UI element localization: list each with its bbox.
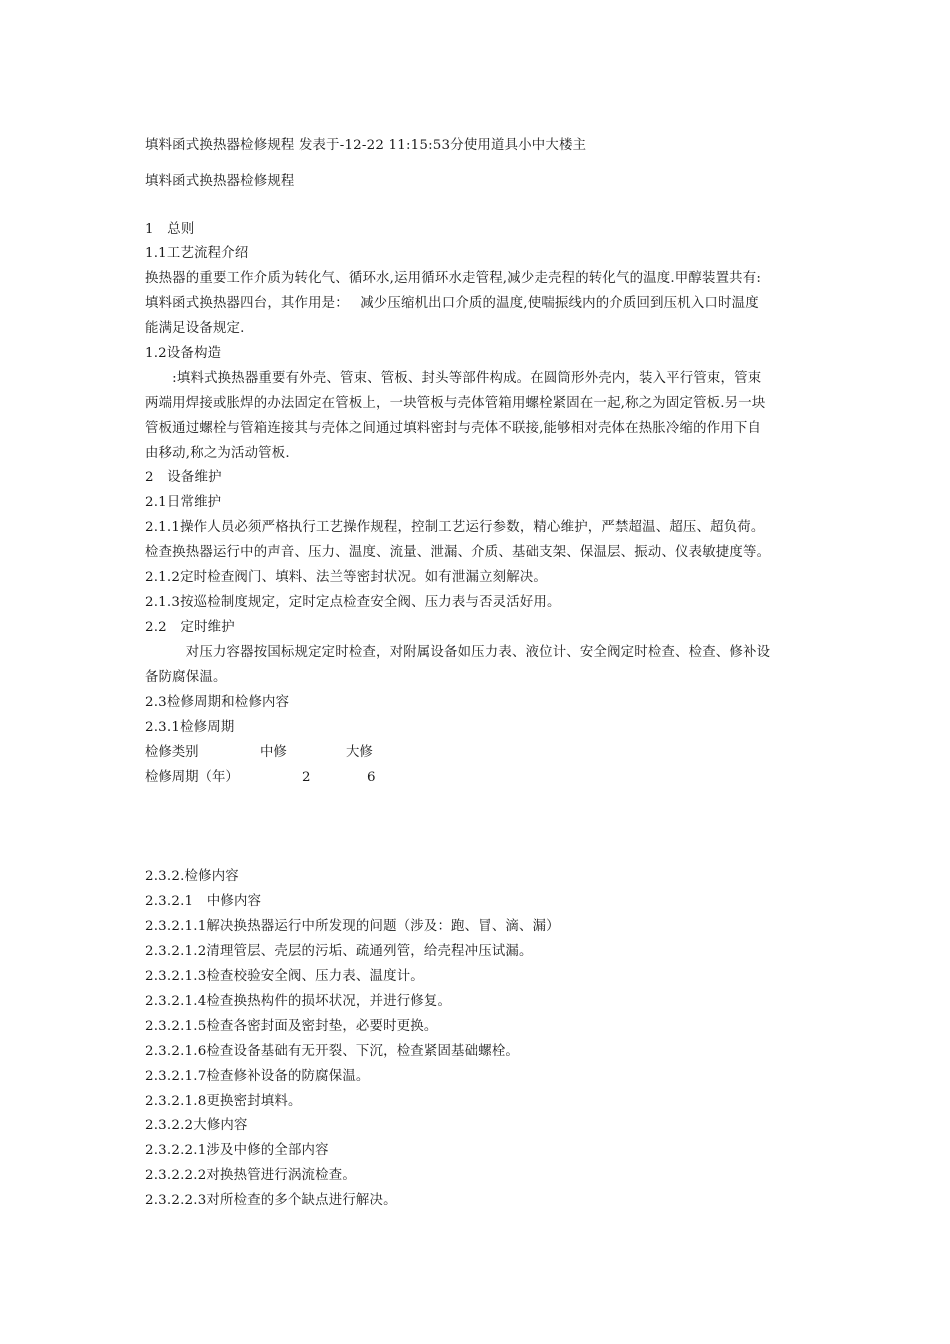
paragraph-line: :填料式换热器重要有外壳、管束、管板、封头等部件构成。在圆筒形外壳内，装入平行管束，管束 (145, 371, 762, 386)
subsection-heading: 1.1工艺流程介绍 (145, 246, 249, 261)
subsection-heading: 1.2设备构造 (145, 346, 222, 361)
list-item: 2.3.2.1.6检查设备基础有无开裂、下沉，检查紧固基础螺栓。 (145, 1044, 520, 1059)
paragraph-line: 填料函式换热器四台，其作用是： 减少压缩机出口介质的温度,使喘振线内的介质回到压机入口时温度 (145, 296, 759, 311)
subsection-heading: 2.1日常维护 (145, 495, 222, 510)
table-cell: 6 (367, 770, 376, 785)
table-cell: 2 (302, 770, 311, 785)
paragraph-line: 备防腐保温。 (145, 670, 227, 685)
document-title: 填料函式换热器检修规程 (145, 174, 295, 189)
table-cell: 检修周期（年） (145, 770, 239, 785)
subsection-heading: 2.3.2.1 中修内容 (145, 894, 262, 909)
list-item: 2.3.2.1.1解决换热器运行中所发现的问题（涉及：跑、冒、滴、漏） (145, 919, 560, 934)
paragraph-line: 2.1.1操作人员必须严格执行工艺操作规程，控制工艺运行参数，精心维护，严禁超温、超压、超负荷。 (145, 520, 765, 535)
paragraph-line: 2.1.3按巡检制度规定，定时定点检查安全阀、压力表与否灵活好用。 (145, 595, 561, 610)
table-header-cell: 中修 (260, 745, 287, 760)
paragraph-line: 2.1.2定时检查阀门、填料、法兰等密封状况。如有泄漏立刻解决。 (145, 570, 548, 585)
section-heading: 2 设备维护 (145, 470, 222, 485)
list-item: 2.3.2.1.3检查校验安全阀、压力表、温度计。 (145, 969, 424, 984)
table-header-cell: 大修 (346, 745, 373, 760)
paragraph-line: 换热器的重要工作介质为转化气、循环水,运用循环水走管程,减少走壳程的转化气的温度.甲醇装置共有: (145, 271, 762, 286)
list-item: 2.3.2.1.7检查修补设备的防腐保温。 (145, 1069, 370, 1084)
subsection-heading: 2.3.1检修周期 (145, 720, 235, 735)
post-header: 填料函式换热器检修规程 发表于-12-22 11:15:53分使用道具小中大楼主 (145, 138, 587, 153)
paragraph-line: 对压力容器按国标规定定时检查，对附属设备如压力表、液位计、安全阀定时检查、检查、修补设 (145, 645, 771, 660)
table-header-cell: 检修类别 (145, 745, 199, 760)
list-item: 2.3.2.1.8更换密封填料。 (145, 1094, 302, 1109)
list-item: 2.3.2.2.2对换热管进行涡流检查。 (145, 1168, 356, 1183)
paragraph-line: 由移动,称之为活动管板. (145, 446, 290, 461)
subsection-heading: 2.3.2.2大修内容 (145, 1118, 248, 1133)
list-item: 2.3.2.1.4检查换热构件的损坏状况，并进行修复。 (145, 994, 452, 1009)
paragraph-line: 管板通过螺栓与管箱连接其与壳体之间通过填料密封与壳体不联接,能够相对壳体在热胀冷缩的作用下自 (145, 421, 762, 436)
section-heading: 1 总则 (145, 222, 195, 237)
list-item: 2.3.2.1.2清理管层、壳层的污垢、疏通列管，给壳程冲压试漏。 (145, 944, 533, 959)
list-item: 2.3.2.2.1涉及中修的全部内容 (145, 1143, 329, 1158)
list-item: 2.3.2.1.5检查各密封面及密封垫，必要时更换。 (145, 1019, 438, 1034)
subsection-heading: 2.3.2.检修内容 (145, 869, 239, 884)
subsection-heading: 2.2 定时维护 (145, 620, 235, 635)
list-item: 2.3.2.2.3对所检查的多个缺点进行解决。 (145, 1193, 397, 1208)
subsection-heading: 2.3检修周期和检修内容 (145, 695, 290, 710)
paragraph-line: 能满足设备规定. (145, 321, 245, 336)
paragraph-line: 检查换热器运行中的声音、压力、温度、流量、泄漏、介质、基础支架、保温层、振动、仪表敏捷度等。 (145, 545, 771, 560)
paragraph-line: 两端用焊接或胀焊的办法固定在管板上，一块管板与壳体管箱用螺栓紧固在一起,称之为固定管板.另一块 (145, 396, 766, 411)
